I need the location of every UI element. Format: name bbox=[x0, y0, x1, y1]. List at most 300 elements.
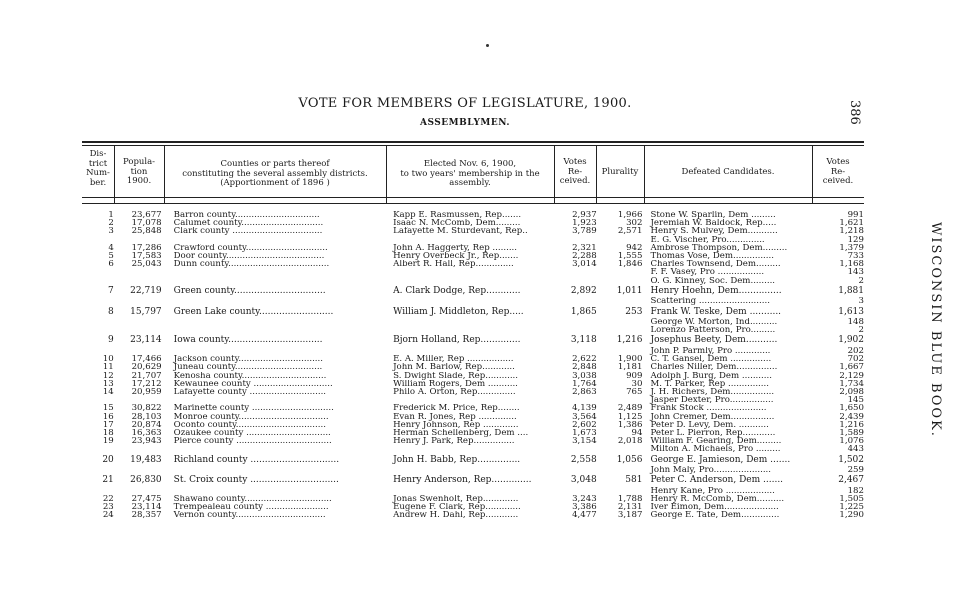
table-cell-votes bbox=[557, 466, 599, 474]
table-cell-def: Frank Stock ...................... bbox=[650, 404, 767, 413]
table-cell-county bbox=[172, 466, 389, 474]
table-cell-def: C. T. Gansel, Dem ............... bbox=[650, 355, 772, 364]
table-cell-def: Milton A. Michaels, Pro ......... bbox=[650, 445, 781, 454]
table-cell-plur bbox=[599, 297, 647, 305]
table-cell-def: Henry Hoehn, Dem............... bbox=[650, 285, 782, 296]
table-cell-pop: 23,114 bbox=[130, 335, 162, 346]
table-cell-county bbox=[172, 487, 389, 495]
table-cell-plur bbox=[599, 347, 647, 355]
table-cell-votes: 2,558 bbox=[570, 454, 597, 465]
top-rule-thin bbox=[82, 145, 864, 146]
table-cell-votes: 3,038 bbox=[572, 371, 597, 380]
header-defeated: Defeated Candidates. bbox=[681, 167, 775, 177]
table-cell-pop: 30,822 bbox=[131, 404, 162, 413]
table-row bbox=[82, 244, 864, 252]
table-cell-elected: S. Dwight Slade, Rep............ bbox=[393, 371, 519, 380]
table-row bbox=[82, 347, 864, 355]
table-cell-dv: 2 bbox=[858, 326, 864, 335]
table-row bbox=[82, 355, 864, 363]
table-cell-elected: John A. Haggerty, Rep ......... bbox=[393, 243, 518, 253]
table-cell-votes: 3,118 bbox=[570, 335, 597, 346]
table-cell-def: J. H. Richers, Dem................ bbox=[650, 387, 775, 397]
table-cell-votes bbox=[557, 277, 599, 285]
table-cell-dv: 1,076 bbox=[839, 437, 864, 446]
header-counties: Counties or parts thereof constituting the several assembly districts. (Apportionment of 1896 ) bbox=[182, 159, 368, 188]
table-cell-elected bbox=[389, 268, 557, 276]
table-cell-votes bbox=[557, 318, 599, 326]
table-cell-plur: 253 bbox=[625, 306, 643, 317]
table-cell-dv: 148 bbox=[847, 318, 864, 327]
table-cell-county: Green county................................ bbox=[173, 285, 326, 296]
top-rule bbox=[82, 141, 864, 143]
table-cell-elected: A. Clark Dodge, Rep............ bbox=[393, 285, 521, 296]
table-cell-def: Henry Kane, Pro .................. bbox=[650, 486, 775, 495]
table-cell-county: Crawford county.............................. bbox=[173, 243, 328, 253]
table-cell-plur bbox=[599, 326, 647, 334]
table-cell-votes: 3,243 bbox=[572, 494, 597, 504]
table-cell-plur: 1,788 bbox=[617, 494, 643, 504]
table-cell-plur: 302 bbox=[626, 219, 643, 228]
table-cell-elected bbox=[389, 277, 557, 285]
header-bottom-rule-2 bbox=[82, 203, 864, 204]
table-cell-plur: 765 bbox=[626, 387, 643, 397]
table-cell-votes bbox=[557, 326, 599, 334]
table-cell-votes: 4,477 bbox=[572, 511, 597, 520]
table-cell-def: William F. Gearing, Dem......... bbox=[650, 437, 782, 446]
table-cell-elected: Eugene F. Clark, Rep............. bbox=[393, 503, 521, 512]
table-cell-county bbox=[172, 396, 389, 404]
table-cell-plur: 1,056 bbox=[616, 454, 643, 465]
table-row bbox=[82, 219, 864, 227]
table-cell-county: Calumet county.............................. bbox=[173, 219, 324, 228]
table-cell-d: 5 bbox=[108, 252, 114, 261]
table-cell-elected bbox=[389, 326, 557, 334]
table-cell-def: Charles Townsend, Dem......... bbox=[650, 260, 781, 269]
table-cell-d bbox=[82, 487, 120, 495]
table-cell-d: 6 bbox=[108, 260, 114, 269]
table-cell-dv: 202 bbox=[847, 346, 864, 356]
table-cell-dv: 2,439 bbox=[839, 412, 864, 421]
table-row bbox=[82, 318, 864, 326]
table-cell-plur: 1,846 bbox=[617, 260, 643, 269]
table-cell-votes bbox=[557, 347, 599, 355]
table-cell-elected: Lafayette M. Sturdevant, Rep.. bbox=[393, 227, 528, 236]
table-cell-def: Jeremiah W. Baldock, Rep..... bbox=[650, 219, 777, 228]
table-cell-county: Green Lake county.......................... bbox=[173, 306, 334, 317]
table-cell-pop: 17,286 bbox=[131, 243, 162, 253]
table-cell-dv: 1,225 bbox=[839, 503, 864, 512]
side-heading: WISCONSIN BLUE BOOK. bbox=[928, 222, 943, 438]
table-cell-def: Peter D. Levy, Dem. ........... bbox=[650, 420, 769, 429]
table-row bbox=[82, 466, 864, 474]
table-cell-votes: 2,622 bbox=[572, 355, 597, 364]
table-cell-d: 8 bbox=[108, 306, 114, 317]
table-cell-county: Marinette county .............................. bbox=[173, 404, 334, 413]
table-cell-d: 16 bbox=[102, 412, 114, 421]
table-cell-county bbox=[172, 318, 389, 326]
table-cell-votes: 1,923 bbox=[572, 219, 597, 228]
table-cell-elected bbox=[389, 445, 557, 453]
table-cell-def: Lorenzo Patterson, Pro......... bbox=[650, 326, 776, 335]
table-cell-d: 4 bbox=[108, 243, 114, 253]
table-row bbox=[82, 211, 864, 219]
table-cell-pop bbox=[120, 297, 172, 305]
table-cell-d bbox=[82, 297, 120, 305]
table-cell-def: Josephus Beety, Dem........... bbox=[650, 335, 778, 346]
table-cell-d: 13 bbox=[102, 379, 114, 388]
table-cell-plur: 2,018 bbox=[617, 437, 643, 446]
table-cell-def: John P. Parmly, Pro ............. bbox=[650, 346, 771, 356]
table-cell-votes: 3,014 bbox=[572, 260, 597, 269]
table-cell-d: 21 bbox=[102, 475, 114, 486]
table-cell-county: Trempealeau county ....................... bbox=[173, 503, 329, 512]
table-cell-pop: 28,103 bbox=[131, 412, 162, 421]
header-defeated-votes: Votes Re- ceived. bbox=[822, 157, 854, 186]
table-row bbox=[82, 404, 864, 412]
table-cell-d: 11 bbox=[102, 363, 114, 372]
table-row bbox=[82, 388, 864, 396]
table-cell-county bbox=[172, 236, 389, 244]
table-cell-def: Frank W. Teske, Dem ........... bbox=[650, 306, 782, 317]
table-cell-def: Stone W. Sparlin, Dem ......... bbox=[650, 211, 776, 220]
table-cell-plur: 94 bbox=[631, 428, 643, 438]
table-cell-plur bbox=[599, 236, 647, 244]
header-district: Dis- trict Num- ber. bbox=[86, 149, 110, 188]
table-cell-pop bbox=[120, 466, 172, 474]
table-cell-dv: 702 bbox=[847, 355, 864, 364]
table-row bbox=[82, 380, 864, 388]
table-cell-plur bbox=[599, 318, 647, 326]
table-cell-dv: 1,216 bbox=[839, 420, 864, 429]
table-cell-def: Thomas Vose, Dem............... bbox=[650, 252, 774, 261]
table-cell-county: Kenosha county............................... bbox=[173, 371, 327, 380]
header-bottom-rule bbox=[82, 197, 864, 198]
table-cell-elected bbox=[389, 318, 557, 326]
table-cell-plur: 3,187 bbox=[617, 511, 643, 520]
table-cell-votes: 2,288 bbox=[572, 252, 597, 261]
table-cell-def: Henry S. Mulvey, Dem........... bbox=[650, 227, 778, 236]
table-cell-pop: 17,466 bbox=[131, 355, 162, 364]
table-cell-pop: 19,483 bbox=[130, 454, 162, 465]
table-cell-dv: 1,667 bbox=[839, 363, 864, 372]
table-row bbox=[82, 260, 864, 268]
table-row bbox=[82, 474, 864, 487]
table-row bbox=[82, 363, 864, 371]
table-cell-def: Iver Eimon, Dem.................... bbox=[650, 503, 779, 512]
table-cell-plur: 30 bbox=[631, 379, 643, 388]
table-cell-d bbox=[82, 326, 120, 334]
table-cell-plur bbox=[599, 268, 647, 276]
table-cell-county: Ozaukee county ............................... bbox=[173, 428, 331, 438]
table-cell-county bbox=[172, 268, 389, 276]
table-cell-votes: 3,564 bbox=[572, 412, 597, 421]
table-cell-elected bbox=[389, 236, 557, 244]
table-cell-d: 22 bbox=[102, 494, 114, 504]
table-cell-d: 10 bbox=[102, 355, 114, 364]
table-cell-plur: 1,011 bbox=[616, 285, 643, 296]
table-cell-elected: Evan R. Jones, Rep .............. bbox=[393, 412, 517, 421]
table-row bbox=[82, 454, 864, 467]
table-cell-dv: 1,902 bbox=[838, 335, 864, 346]
table-cell-dv: 1,881 bbox=[838, 285, 864, 296]
table-cell-dv: 1,218 bbox=[839, 227, 864, 236]
table-cell-pop: 17,583 bbox=[131, 252, 162, 261]
table-cell-dv: 129 bbox=[847, 235, 864, 244]
table-row bbox=[82, 445, 864, 453]
table-cell-elected: E. A. Miller, Rep ................. bbox=[393, 355, 514, 364]
table-cell-votes bbox=[557, 445, 599, 453]
table-cell-county: Monroe county................................. bbox=[173, 412, 329, 421]
table-cell-dv: 143 bbox=[847, 268, 864, 277]
table-cell-plur: 2,571 bbox=[617, 227, 643, 236]
table-row bbox=[82, 413, 864, 421]
table-cell-dv: 991 bbox=[847, 211, 864, 220]
table-cell-dv: 2 bbox=[858, 276, 864, 285]
table-cell-county bbox=[172, 297, 389, 305]
table-cell-votes: 2,321 bbox=[572, 243, 597, 253]
table-cell-pop: 17,078 bbox=[131, 219, 162, 228]
page-title: VOTE FOR MEMBERS OF LEGISLATURE, 1900. bbox=[298, 96, 632, 111]
table-cell-pop bbox=[120, 236, 172, 244]
table-cell-elected: Henry J. Park, Rep............... bbox=[393, 437, 515, 446]
table-cell-d: 12 bbox=[102, 371, 114, 380]
table-cell-pop: 25,848 bbox=[131, 227, 162, 236]
table-cell-elected bbox=[389, 487, 557, 495]
table-cell-county: Vernon county................................. bbox=[173, 511, 326, 520]
table-cell-votes: 2,863 bbox=[572, 387, 597, 397]
table-row bbox=[82, 334, 864, 347]
table-cell-votes: 3,386 bbox=[572, 503, 597, 512]
table-cell-def: George W. Morton, Ind.......... bbox=[650, 318, 778, 327]
table-cell-plur: 581 bbox=[625, 475, 643, 486]
table-cell-dv: 3 bbox=[858, 297, 864, 306]
table-cell-def: Jasper Dexter, Pro................ bbox=[650, 396, 774, 405]
table-cell-county bbox=[172, 326, 389, 334]
table-cell-elected: Andrew H. Dahl, Rep............ bbox=[393, 511, 519, 520]
table-cell-dv: 1,613 bbox=[838, 306, 864, 317]
table-cell-d: 1 bbox=[108, 211, 114, 220]
table-cell-d: 17 bbox=[102, 420, 114, 429]
table-cell-county: Shawano county................................ bbox=[173, 494, 332, 504]
table-cell-elected: William Rogers, Dem ........... bbox=[393, 379, 518, 388]
table-row bbox=[82, 236, 864, 244]
table-cell-plur: 1,216 bbox=[616, 335, 643, 346]
table-cell-pop bbox=[120, 487, 172, 495]
ink-dot bbox=[486, 44, 489, 47]
table-cell-pop: 22,719 bbox=[130, 285, 162, 296]
table-cell-pop bbox=[120, 318, 172, 326]
table-cell-elected: Henry Overbeck Jr., Rep....... bbox=[393, 252, 519, 261]
table-cell-pop bbox=[120, 396, 172, 404]
table-row bbox=[82, 277, 864, 285]
table-cell-elected: Kapp E. Rasmussen, Rep....... bbox=[393, 211, 522, 220]
table-cell-pop: 21,707 bbox=[131, 371, 162, 380]
table-cell-votes bbox=[557, 396, 599, 404]
table-cell-county: Barron county............................... bbox=[173, 211, 320, 220]
table-cell-def: Adolph J. Burg, Dem ........... bbox=[650, 371, 772, 380]
table-cell-county: Clark county ................................. bbox=[173, 227, 323, 236]
table-cell-def: E. G. Vischer, Pro.............. bbox=[650, 235, 765, 244]
table-cell-pop bbox=[120, 445, 172, 453]
table-cell-def: Henry R. McComb, Dem.......... bbox=[650, 494, 785, 504]
table-cell-county: Kewaunee county ............................. bbox=[173, 379, 333, 388]
table-cell-pop: 23,943 bbox=[131, 437, 162, 446]
table-cell-dv: 443 bbox=[847, 445, 864, 454]
table-row bbox=[82, 252, 864, 260]
table-cell-dv: 2,467 bbox=[838, 475, 864, 486]
table-cell-votes bbox=[557, 268, 599, 276]
table-cell-votes: 3,154 bbox=[572, 437, 597, 446]
table-cell-pop: 23,114 bbox=[131, 503, 162, 512]
table-cell-plur: 1,181 bbox=[617, 363, 643, 372]
table-cell-pop: 23,677 bbox=[131, 211, 162, 220]
table-cell-votes: 4,139 bbox=[572, 404, 597, 413]
table-cell-pop: 20,629 bbox=[131, 363, 162, 372]
table-cell-dv: 733 bbox=[847, 252, 864, 261]
table-cell-elected: Henry Anderson, Rep.............. bbox=[393, 475, 532, 486]
table-cell-plur bbox=[599, 277, 647, 285]
table-cell-def: Scattering .......................... bbox=[650, 297, 770, 306]
table-cell-def: Peter C. Anderson, Dem ....... bbox=[650, 475, 784, 486]
header-elected: Elected Nov. 6, 1900, to two years' membership in the assembly. bbox=[400, 159, 540, 188]
table-cell-elected: John M. Barlow, Rep............ bbox=[393, 363, 515, 372]
table-cell-plur bbox=[599, 466, 647, 474]
table-cell-d bbox=[82, 236, 120, 244]
table-cell-county bbox=[172, 445, 389, 453]
table-row bbox=[82, 306, 864, 319]
table-cell-d bbox=[82, 347, 120, 355]
table-cell-pop: 20,959 bbox=[131, 387, 162, 397]
page-number: 386 bbox=[847, 100, 862, 125]
table-cell-votes: 2,848 bbox=[572, 363, 597, 372]
table-cell-elected: Philo A. Orton, Rep.............. bbox=[393, 387, 516, 397]
table-cell-pop: 25,043 bbox=[131, 260, 162, 269]
table-cell-def: Peter L. Pierron, Rep............ bbox=[650, 428, 776, 438]
table-cell-pop: 15,797 bbox=[130, 306, 162, 317]
table-cell-county: Lafayette county ............................ bbox=[173, 387, 327, 397]
table-cell-plur: 942 bbox=[626, 243, 643, 253]
table-row bbox=[82, 372, 864, 380]
table-row bbox=[82, 396, 864, 404]
table-cell-dv: 259 bbox=[847, 466, 864, 475]
table-cell-pop: 16,363 bbox=[131, 428, 162, 438]
table-cell-elected: William J. Middleton, Rep..... bbox=[393, 306, 524, 317]
table-cell-pop: 17,212 bbox=[131, 379, 162, 388]
table-cell-elected: Herman Schellenberg, Dem .... bbox=[393, 428, 529, 438]
table-cell-plur: 909 bbox=[626, 371, 643, 380]
table-cell-votes: 2,892 bbox=[570, 285, 597, 296]
table-cell-d bbox=[82, 466, 120, 474]
table-cell-elected: Frederick M. Price, Rep........ bbox=[393, 404, 520, 413]
table-row bbox=[82, 511, 864, 519]
results-table bbox=[82, 211, 864, 520]
table-cell-d bbox=[82, 318, 120, 326]
table-cell-d: 2 bbox=[108, 219, 114, 228]
table-cell-plur: 1,555 bbox=[617, 252, 643, 261]
table-cell-dv: 1,290 bbox=[839, 511, 864, 520]
table-row bbox=[82, 268, 864, 276]
table-cell-votes: 1,673 bbox=[572, 428, 597, 438]
table-cell-county: Pierce county ................................... bbox=[173, 437, 332, 446]
table-cell-elected bbox=[389, 466, 557, 474]
table-cell-dv: 1,168 bbox=[839, 260, 864, 269]
table-cell-pop bbox=[120, 326, 172, 334]
table-row bbox=[82, 495, 864, 503]
table-cell-votes: 1,764 bbox=[572, 379, 597, 388]
table-cell-d: 14 bbox=[102, 387, 114, 397]
table-cell-elected: Isaac N. McComb, Dem......... bbox=[393, 219, 521, 228]
table-cell-dv: 1,502 bbox=[838, 454, 864, 465]
table-cell-dv: 1,621 bbox=[839, 219, 864, 228]
table-cell-pop bbox=[120, 347, 172, 355]
table-cell-county: Dunn county..................................... bbox=[173, 260, 330, 269]
table-cell-plur: 2,131 bbox=[617, 503, 643, 512]
table-cell-d: 7 bbox=[108, 285, 114, 296]
table-cell-pop bbox=[120, 268, 172, 276]
table-cell-d: 18 bbox=[102, 428, 114, 438]
table-cell-pop: 28,357 bbox=[131, 511, 162, 520]
table-cell-plur: 1,386 bbox=[617, 420, 643, 429]
table-cell-elected bbox=[389, 297, 557, 305]
table-cell-def: O. G. Kinney, Soc. Dem......... bbox=[650, 276, 776, 285]
table-cell-elected bbox=[389, 347, 557, 355]
table-cell-county: Jackson county............................... bbox=[173, 355, 324, 364]
header-plurality: Plurality bbox=[601, 167, 639, 177]
table-cell-dv: 145 bbox=[847, 396, 864, 405]
table-cell-d: 20 bbox=[102, 454, 114, 465]
header-population: Popula- tion 1900. bbox=[122, 157, 156, 186]
table-row bbox=[82, 503, 864, 511]
table-cell-d: 3 bbox=[108, 227, 114, 236]
table-cell-elected bbox=[389, 396, 557, 404]
table-cell-elected: Bjorn Holland, Rep.............. bbox=[393, 335, 521, 346]
table-cell-d bbox=[82, 445, 120, 453]
table-cell-def: Ambrose Thompson, Dem......... bbox=[650, 243, 788, 253]
table-cell-county: Juneau county................................ bbox=[173, 363, 323, 372]
table-cell-county bbox=[172, 277, 389, 285]
table-cell-elected: John H. Babb, Rep............... bbox=[393, 454, 521, 465]
table-cell-votes: 1,865 bbox=[570, 306, 597, 317]
table-cell-county: Richland county ............................... bbox=[173, 454, 340, 465]
table-cell-votes: 3,048 bbox=[570, 475, 597, 486]
table-cell-plur bbox=[599, 396, 647, 404]
table-row bbox=[82, 429, 864, 437]
page-subtitle: ASSEMBLYMEN. bbox=[420, 118, 510, 128]
table-cell-d: 9 bbox=[108, 335, 114, 346]
table-cell-def: George E. Tate, Dem.............. bbox=[650, 511, 780, 520]
table-cell-elected: Henry Johnson, Rep ............. bbox=[393, 420, 519, 429]
table-cell-elected: Albert R. Hall, Rep.............. bbox=[393, 260, 514, 269]
table-cell-votes: 2,937 bbox=[572, 211, 597, 220]
table-cell-dv: 182 bbox=[847, 486, 864, 495]
table-cell-county: Iowa county................................. bbox=[173, 335, 323, 346]
table-cell-plur: 2,489 bbox=[617, 404, 643, 413]
table-cell-plur: 1,900 bbox=[617, 355, 643, 364]
table-cell-def: John Maly, Pro..................... bbox=[650, 466, 772, 475]
table-cell-dv: 2,129 bbox=[839, 371, 864, 380]
table-cell-dv: 1,589 bbox=[839, 428, 864, 438]
table-row bbox=[82, 326, 864, 334]
table-cell-county: St. Croix county ............................... bbox=[173, 475, 339, 486]
header-votes-received: Votes Re- ceived. bbox=[559, 157, 591, 186]
table-cell-def: F. F. Vasey, Pro ................. bbox=[650, 268, 765, 277]
table-cell-votes: 3,789 bbox=[572, 227, 597, 236]
table-row bbox=[82, 227, 864, 235]
table-row bbox=[82, 437, 864, 445]
table-cell-def: M. T. Parker, Rep ............... bbox=[650, 379, 769, 388]
table-row bbox=[82, 297, 864, 305]
table-cell-county: Door county.................................... bbox=[173, 252, 325, 261]
